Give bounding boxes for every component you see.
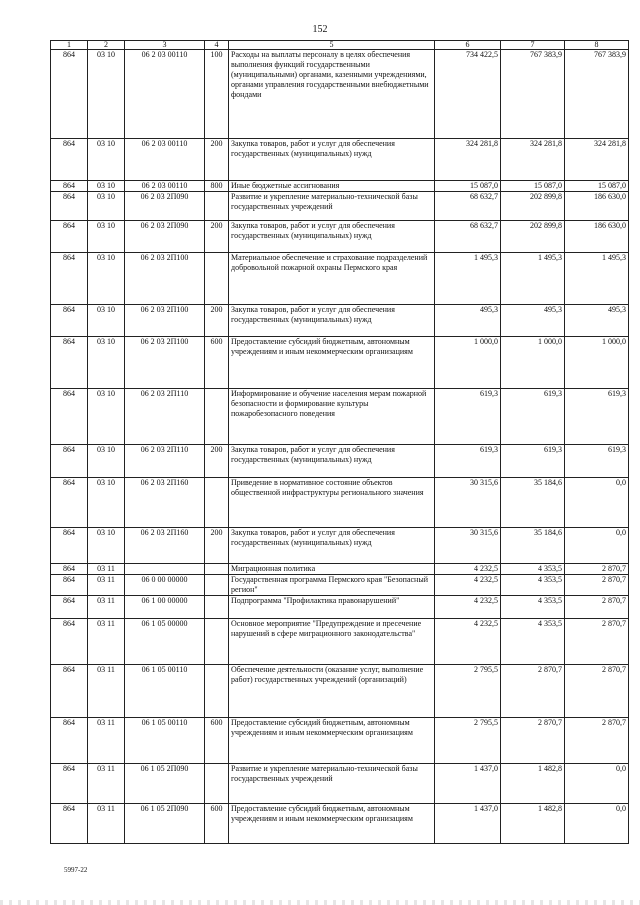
cell-amount-year2: 2 870,7 — [501, 665, 565, 718]
cell-amount-year1: 2 795,5 — [435, 718, 501, 764]
cell-amount-year1: 1 437,0 — [435, 764, 501, 804]
cell-amount-year1: 1 437,0 — [435, 804, 501, 844]
budget-table — [50, 40, 629, 844]
cell-description: Предоставление субсидий бюджетным, автономным учреждениям и иным некоммерческим организациям — [229, 718, 435, 764]
table-row — [51, 221, 629, 253]
cell-amount-year1: 4 232,5 — [435, 575, 501, 596]
table-row — [51, 50, 629, 139]
cell-target-article: 06 2 03 2П160 — [125, 528, 205, 564]
cell-expense-type — [205, 764, 229, 804]
column-number-3: 3 — [125, 41, 205, 50]
cell-expense-type: 200 — [205, 445, 229, 478]
cell-expense-type — [205, 564, 229, 575]
cell-ministry-code: 864 — [51, 528, 88, 564]
cell-amount-year2: 1 000,0 — [501, 337, 565, 389]
table-header-row — [51, 41, 629, 50]
cell-ministry-code: 864 — [51, 445, 88, 478]
cell-target-article — [125, 564, 205, 575]
cell-ministry-code: 864 — [51, 665, 88, 718]
cell-ministry-code: 864 — [51, 564, 88, 575]
cell-section-code: 03 11 — [88, 804, 125, 844]
table-row — [51, 596, 629, 619]
cell-section-code: 03 11 — [88, 596, 125, 619]
cell-expense-type — [205, 665, 229, 718]
cell-description: Закупка товаров, работ и услуг для обеспечения государственных (муниципальных) нужд — [229, 305, 435, 337]
cell-expense-type: 600 — [205, 337, 229, 389]
cell-target-article: 06 0 00 00000 — [125, 575, 205, 596]
cell-ministry-code: 864 — [51, 181, 88, 192]
cell-amount-year1: 619,3 — [435, 389, 501, 445]
scan-edge-noise — [0, 900, 640, 905]
column-number-8: 8 — [565, 41, 629, 50]
cell-amount-year3: 2 870,7 — [565, 564, 629, 575]
cell-amount-year3: 2 870,7 — [565, 575, 629, 596]
cell-expense-type: 200 — [205, 139, 229, 181]
cell-amount-year2: 202 899,8 — [501, 192, 565, 221]
cell-expense-type — [205, 253, 229, 305]
cell-amount-year3: 2 870,7 — [565, 619, 629, 665]
cell-section-code: 03 10 — [88, 528, 125, 564]
cell-description: Развитие и укрепление материально-технической базы государственных учреждений — [229, 192, 435, 221]
cell-section-code: 03 11 — [88, 718, 125, 764]
cell-target-article: 06 2 03 2П160 — [125, 478, 205, 528]
table-row — [51, 192, 629, 221]
cell-amount-year2: 1 495,3 — [501, 253, 565, 305]
cell-expense-type — [205, 575, 229, 596]
cell-section-code: 03 10 — [88, 221, 125, 253]
cell-amount-year1: 4 232,5 — [435, 596, 501, 619]
cell-target-article: 06 1 00 00000 — [125, 596, 205, 619]
cell-section-code: 03 11 — [88, 619, 125, 665]
cell-description: Расходы на выплаты персоналу в целях обеспечения выполнения функций государственными (муниципальными) органами, казенными учреждениями, органами управления государственными внебюджетными фондами — [229, 50, 435, 139]
cell-section-code: 03 10 — [88, 192, 125, 221]
cell-section-code: 03 11 — [88, 575, 125, 596]
cell-expense-type: 200 — [205, 528, 229, 564]
cell-amount-year3: 0,0 — [565, 804, 629, 844]
table-row — [51, 337, 629, 389]
cell-expense-type: 200 — [205, 221, 229, 253]
cell-amount-year2: 4 353,5 — [501, 619, 565, 665]
cell-amount-year3: 2 870,7 — [565, 718, 629, 764]
cell-description: Основное мероприятие "Предупреждение и пресечение нарушений в сфере миграционного законодательства" — [229, 619, 435, 665]
cell-section-code: 03 10 — [88, 337, 125, 389]
table-row — [51, 478, 629, 528]
cell-description: Государственная программа Пермского края "Безопасный регион" — [229, 575, 435, 596]
cell-amount-year2: 767 383,9 — [501, 50, 565, 139]
table-row — [51, 804, 629, 844]
table-row — [51, 564, 629, 575]
cell-amount-year3: 767 383,9 — [565, 50, 629, 139]
cell-section-code: 03 10 — [88, 305, 125, 337]
cell-ministry-code: 864 — [51, 389, 88, 445]
cell-amount-year3: 0,0 — [565, 764, 629, 804]
cell-expense-type: 600 — [205, 718, 229, 764]
cell-amount-year1: 68 632,7 — [435, 221, 501, 253]
cell-description: Подпрограмма "Профилактика правонарушений" — [229, 596, 435, 619]
cell-ministry-code: 864 — [51, 305, 88, 337]
cell-target-article: 06 2 03 2П100 — [125, 253, 205, 305]
cell-section-code: 03 11 — [88, 764, 125, 804]
table-row — [51, 253, 629, 305]
table-row — [51, 445, 629, 478]
cell-ministry-code: 864 — [51, 575, 88, 596]
cell-amount-year2: 1 482,8 — [501, 804, 565, 844]
cell-expense-type — [205, 596, 229, 619]
table-row — [51, 181, 629, 192]
cell-amount-year3: 619,3 — [565, 389, 629, 445]
cell-description: Миграционная политика — [229, 564, 435, 575]
cell-amount-year2: 4 353,5 — [501, 596, 565, 619]
column-number-2: 2 — [88, 41, 125, 50]
cell-target-article: 06 2 03 00110 — [125, 139, 205, 181]
cell-amount-year2: 1 482,8 — [501, 764, 565, 804]
cell-section-code: 03 11 — [88, 564, 125, 575]
cell-target-article: 06 1 05 00110 — [125, 665, 205, 718]
table-row — [51, 764, 629, 804]
cell-description: Закупка товаров, работ и услуг для обеспечения государственных (муниципальных) нужд — [229, 139, 435, 181]
cell-target-article: 06 2 03 2П100 — [125, 337, 205, 389]
cell-amount-year2: 35 184,6 — [501, 528, 565, 564]
cell-amount-year3: 1 495,3 — [565, 253, 629, 305]
cell-amount-year1: 495,3 — [435, 305, 501, 337]
cell-amount-year1: 15 087,0 — [435, 181, 501, 192]
column-number-1: 1 — [51, 41, 88, 50]
cell-amount-year2: 4 353,5 — [501, 575, 565, 596]
cell-expense-type — [205, 478, 229, 528]
cell-ministry-code: 864 — [51, 253, 88, 305]
cell-description: Предоставление субсидий бюджетным, автономным учреждениям и иным некоммерческим организациям — [229, 337, 435, 389]
cell-description: Материальное обеспечение и страхование подразделений добровольной пожарной охраны Пермского края — [229, 253, 435, 305]
cell-ministry-code: 864 — [51, 478, 88, 528]
cell-section-code: 03 10 — [88, 139, 125, 181]
cell-target-article: 06 1 05 00000 — [125, 619, 205, 665]
cell-amount-year3: 2 870,7 — [565, 596, 629, 619]
cell-expense-type: 200 — [205, 305, 229, 337]
cell-target-article: 06 2 03 2П100 — [125, 305, 205, 337]
cell-amount-year3: 324 281,8 — [565, 139, 629, 181]
cell-description: Информирование и обучение населения мерам пожарной безопасности и формирование культуры пожаробезопасного поведения — [229, 389, 435, 445]
cell-amount-year2: 495,3 — [501, 305, 565, 337]
cell-amount-year2: 2 870,7 — [501, 718, 565, 764]
cell-target-article: 06 2 03 2П110 — [125, 389, 205, 445]
cell-amount-year3: 15 087,0 — [565, 181, 629, 192]
cell-amount-year3: 1 000,0 — [565, 337, 629, 389]
cell-description: Предоставление субсидий бюджетным, автономным учреждениям и иным некоммерческим организациям — [229, 804, 435, 844]
cell-section-code: 03 10 — [88, 389, 125, 445]
cell-amount-year3: 186 630,0 — [565, 192, 629, 221]
cell-ministry-code: 864 — [51, 619, 88, 665]
cell-amount-year1: 324 281,8 — [435, 139, 501, 181]
cell-section-code: 03 10 — [88, 181, 125, 192]
table-row — [51, 575, 629, 596]
cell-target-article: 06 1 05 00110 — [125, 718, 205, 764]
cell-amount-year2: 619,3 — [501, 389, 565, 445]
column-number-5: 5 — [229, 41, 435, 50]
cell-section-code: 03 10 — [88, 253, 125, 305]
cell-expense-type: 600 — [205, 804, 229, 844]
cell-amount-year1: 30 315,6 — [435, 478, 501, 528]
cell-section-code: 03 10 — [88, 478, 125, 528]
cell-target-article: 06 2 03 2П110 — [125, 445, 205, 478]
cell-target-article: 06 2 03 00110 — [125, 50, 205, 139]
cell-target-article: 06 2 03 00110 — [125, 181, 205, 192]
cell-target-article: 06 2 03 2П090 — [125, 221, 205, 253]
cell-amount-year3: 186 630,0 — [565, 221, 629, 253]
cell-ministry-code: 864 — [51, 718, 88, 764]
table-row — [51, 619, 629, 665]
cell-ministry-code: 864 — [51, 804, 88, 844]
cell-amount-year1: 68 632,7 — [435, 192, 501, 221]
cell-section-code: 03 10 — [88, 50, 125, 139]
column-number-6: 6 — [435, 41, 501, 50]
cell-amount-year1: 1 495,3 — [435, 253, 501, 305]
cell-ministry-code: 864 — [51, 139, 88, 181]
cell-description: Закупка товаров, работ и услуг для обеспечения государственных (муниципальных) нужд — [229, 528, 435, 564]
cell-ministry-code: 864 — [51, 596, 88, 619]
cell-ministry-code: 864 — [51, 221, 88, 253]
cell-amount-year2: 324 281,8 — [501, 139, 565, 181]
cell-expense-type — [205, 619, 229, 665]
cell-amount-year2: 35 184,6 — [501, 478, 565, 528]
cell-amount-year1: 30 315,6 — [435, 528, 501, 564]
cell-amount-year1: 1 000,0 — [435, 337, 501, 389]
cell-description: Приведение в нормативное состояние объектов общественной инфраструктуры регионального значения — [229, 478, 435, 528]
cell-amount-year3: 0,0 — [565, 528, 629, 564]
cell-amount-year3: 495,3 — [565, 305, 629, 337]
cell-amount-year2: 4 353,5 — [501, 564, 565, 575]
cell-amount-year3: 2 870,7 — [565, 665, 629, 718]
cell-amount-year2: 202 899,8 — [501, 221, 565, 253]
cell-description: Иные бюджетные ассигнования — [229, 181, 435, 192]
cell-amount-year2: 15 087,0 — [501, 181, 565, 192]
cell-ministry-code: 864 — [51, 337, 88, 389]
cell-target-article: 06 1 05 2П090 — [125, 764, 205, 804]
table-row — [51, 665, 629, 718]
cell-target-article: 06 2 03 2П090 — [125, 192, 205, 221]
cell-description: Обеспечение деятельности (оказание услуг, выполнение работ) государственных учреждений (организаций) — [229, 665, 435, 718]
table-row — [51, 139, 629, 181]
cell-amount-year3: 619,3 — [565, 445, 629, 478]
cell-ministry-code: 864 — [51, 192, 88, 221]
table-row — [51, 528, 629, 564]
cell-amount-year1: 619,3 — [435, 445, 501, 478]
column-number-7: 7 — [501, 41, 565, 50]
cell-amount-year1: 4 232,5 — [435, 619, 501, 665]
cell-amount-year3: 0,0 — [565, 478, 629, 528]
cell-amount-year1: 4 232,5 — [435, 564, 501, 575]
cell-section-code: 03 10 — [88, 445, 125, 478]
cell-ministry-code: 864 — [51, 764, 88, 804]
cell-description: Развитие и укрепление материально-технической базы государственных учреждений — [229, 764, 435, 804]
table-row — [51, 389, 629, 445]
table-row — [51, 305, 629, 337]
cell-expense-type — [205, 192, 229, 221]
document-code: 5997-22 — [64, 866, 88, 874]
page-number: 152 — [312, 24, 328, 35]
cell-target-article: 06 1 05 2П090 — [125, 804, 205, 844]
cell-amount-year1: 2 795,5 — [435, 665, 501, 718]
cell-expense-type — [205, 389, 229, 445]
cell-ministry-code: 864 — [51, 50, 88, 139]
cell-expense-type: 800 — [205, 181, 229, 192]
cell-description: Закупка товаров, работ и услуг для обеспечения государственных (муниципальных) нужд — [229, 445, 435, 478]
cell-amount-year2: 619,3 — [501, 445, 565, 478]
cell-section-code: 03 11 — [88, 665, 125, 718]
column-number-4: 4 — [205, 41, 229, 50]
cell-amount-year1: 734 422,5 — [435, 50, 501, 139]
table-row — [51, 718, 629, 764]
cell-expense-type: 100 — [205, 50, 229, 139]
cell-description: Закупка товаров, работ и услуг для обеспечения государственных (муниципальных) нужд — [229, 221, 435, 253]
